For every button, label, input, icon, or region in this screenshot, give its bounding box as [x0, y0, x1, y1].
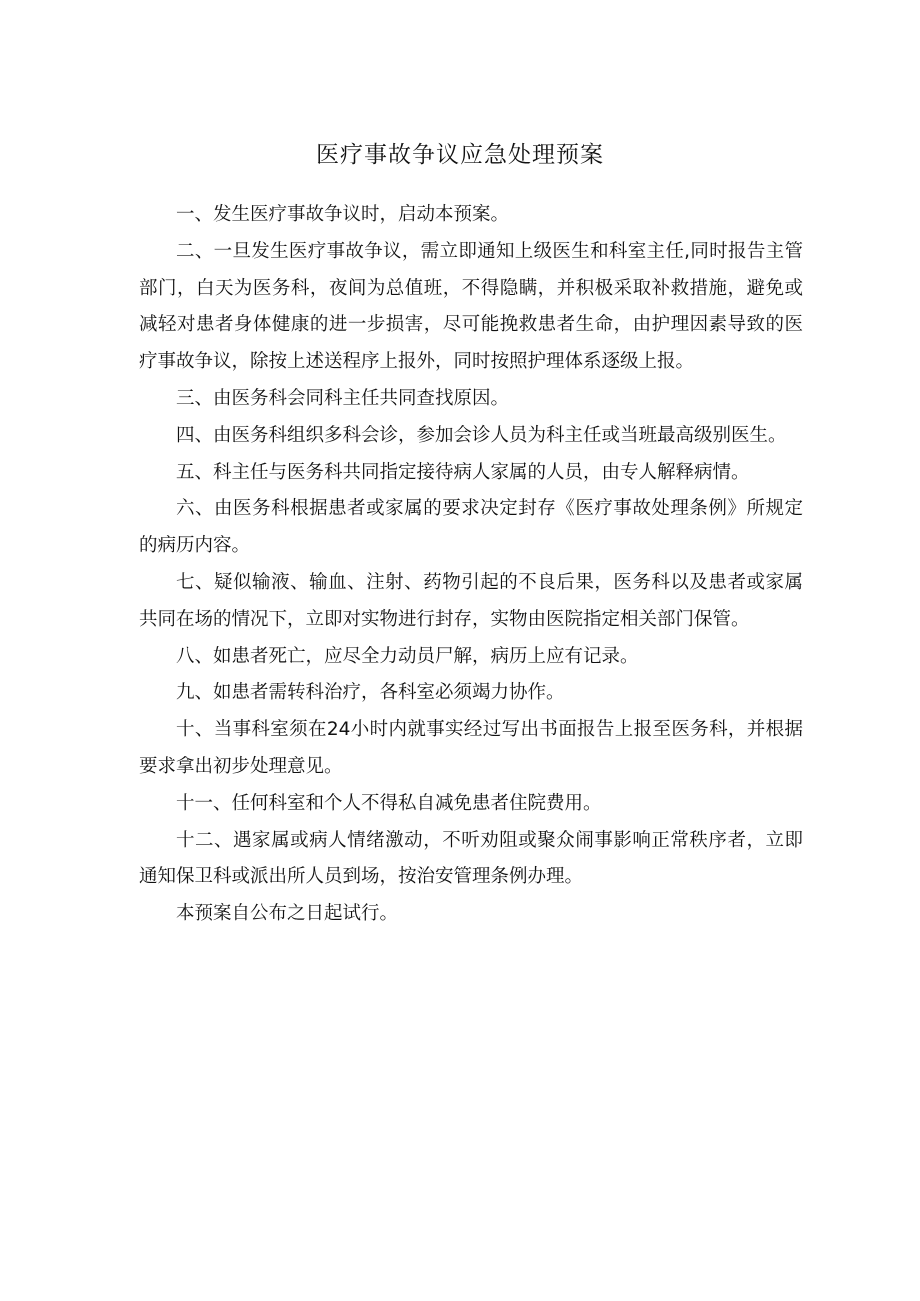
- paragraph-8: 八、如患者死亡，应尽全力动员尸解，病历上应有记录。: [176, 645, 639, 667]
- paragraph-10: 十、当事科室须在24小时内就事实经过写出书面报告上报至医务科，并根据要求拿出初步处理意见。: [139, 719, 803, 777]
- paragraph-9: 九、如患者需转科治疗，各科室必须竭力协作。: [176, 682, 565, 704]
- paragraph-1: 一、发生医疗事故争议时，启动本预案。: [176, 204, 510, 225]
- paragraph-7: 七、疑似输液、输血、注射、药物引起的不良后果，医务科以及患者或家属共同在场的情况下，立即对实物进行封存，实物由医院指定相关部门保管。: [139, 571, 803, 630]
- paragraph-12: 十二、遇家属或病人情绪激动，不听劝阻或聚众闹事影响正常秩序者，立即通知保卫科或派出所人员到场，按治安管理条例办理。: [139, 829, 803, 888]
- paragraph-4: 四、由医务科组织多科会诊，参加会诊人员为科主任或当班最高级别医生。: [176, 424, 787, 446]
- paragraph-6: 六、由医务科根据患者或家属的要求决定封存《医疗事故处理条例》所规定的病历内容。: [139, 498, 803, 557]
- paragraph-11: 十一、任何科室和个人不得私自减免患者住院费用。: [176, 792, 602, 814]
- document-title: 医疗事故争议应急处理预案: [316, 142, 604, 168]
- paragraph-3: 三、由医务科会同科主任共同查找原因。: [176, 387, 510, 409]
- paragraph-2: 二、一旦发生医疗事故争议，需立即通知上级医生和科室主任,同时报告主管部门，白天为医务科，夜间为总值班，不得隐瞒，并积极采取补救措施，避免或减轻对患者身体健康的进一步损害，尽可能挽救患者生命，由护理因素导致的医疗事故争议，除按上述送程序上报外，同时按照护理体系逐级上报。: [139, 240, 803, 373]
- closing-paragraph: 本预案自公布之日起试行。: [176, 903, 399, 925]
- paragraph-5: 五、科主任与医务科共同指定接待病人家属的人员，由专人解释病情。: [176, 461, 750, 483]
- document-body: [139, 197, 803, 933]
